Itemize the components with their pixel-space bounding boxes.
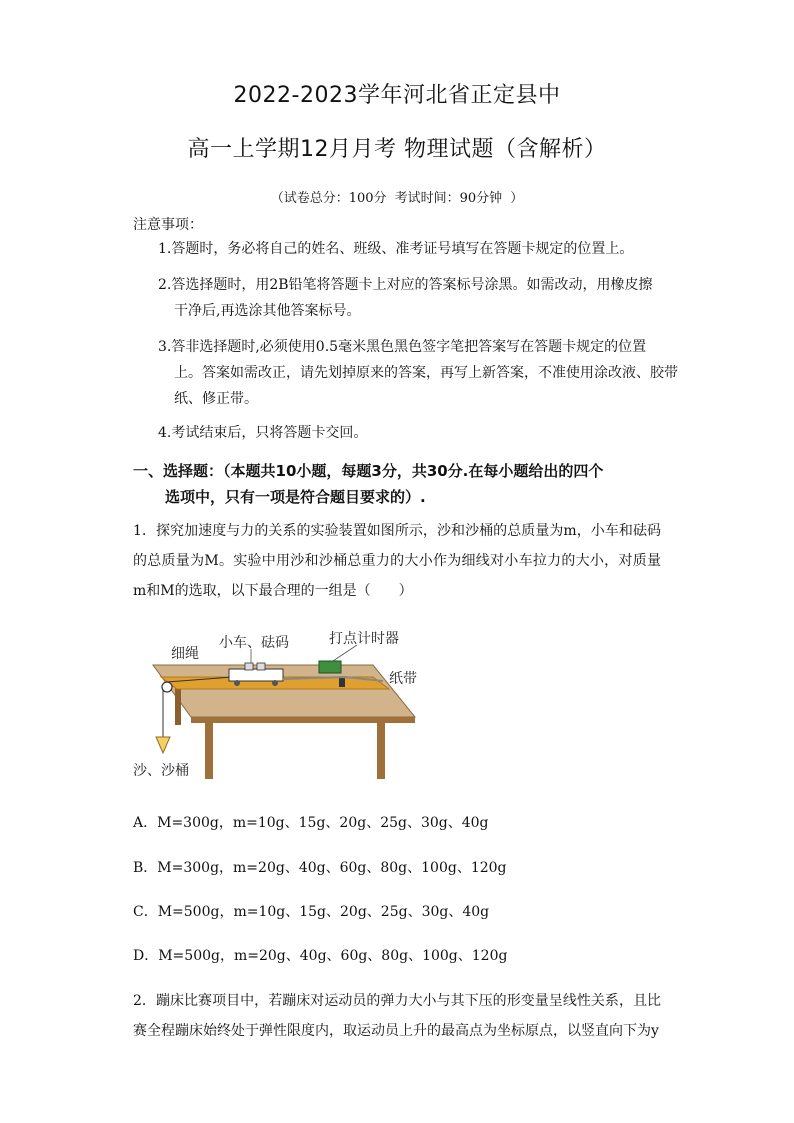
notice-item-2-text: 2.答选择题时，用2B铅笔将答题卡上对应的答案标号涂黑。如需改动，用橡皮擦	[158, 277, 653, 293]
experiment-apparatus-svg	[133, 625, 433, 785]
notice-heading: 注意事项：	[133, 217, 203, 233]
table-top	[153, 665, 415, 717]
notice-item-4	[158, 420, 678, 446]
document-title-line1: 2022-2023学年河北省正定县中	[233, 83, 561, 108]
option-c: C．M=500g，m=10g、15g、20g、25g、30g、40g	[133, 904, 490, 920]
notice-item-3	[158, 334, 678, 412]
option-d: D．M=500g，m=20g、40g、60g、80g、100g、120g	[133, 948, 508, 964]
cart-wheel-1	[234, 680, 240, 686]
table-leg-front-left	[205, 723, 213, 779]
option-a: A．M=300g，m=10g、15g、20g、25g、30g、40g	[133, 815, 489, 831]
notice-item-1-text: 1.答题时，务必将自己的姓名、班级、准考证号填写在答题卡规定的位置上。	[158, 241, 634, 257]
notice-item-3-cont: 上。答案如需改正，请先划掉原来的答案，再写上新答案，不准使用涂改液、胶带纸、修正带。	[174, 365, 678, 407]
ticker-timer	[319, 661, 341, 673]
weight-2	[257, 663, 265, 670]
section-heading-line1: 一、选择题：（本题共10小题，每题3分，共30分.在每小题给出的四个	[133, 462, 604, 480]
table-edge	[191, 717, 415, 723]
label-bucket: 沙、沙桶	[133, 763, 189, 779]
table-leg-back-left	[175, 685, 181, 725]
sand-bucket	[156, 737, 170, 753]
notice-item-2-cont: 干净后,再选涂其他答案标号。	[174, 303, 361, 319]
document-title-line2: 高一上学期12月月考 物理试题（含解析）	[187, 137, 607, 162]
notice-item-2	[158, 272, 678, 324]
cart-body	[229, 669, 283, 681]
cart-wheel-2	[272, 680, 278, 686]
table-leg-front-right	[377, 723, 385, 779]
weight-1	[245, 663, 253, 670]
label-cart: 小车、砝码	[219, 635, 289, 651]
label-timer: 打点计时器	[329, 631, 399, 647]
question-1-text: 1．探究加速度与力的关系的实验装置如图所示，沙和沙桶的总质量为m，小车和砝码的总质量为M。实验中用沙和沙桶总重力的大小作为细线对小车拉力的大小，对质量m和M的选取，以下最合理的一组是（ ）	[133, 523, 661, 599]
option-b: B．M=300g，m=20g、40g、60g、80g、100g、120g	[133, 860, 507, 876]
question-2-text: 2．蹦床比赛项目中，若蹦床对运动员的弹力大小与其下压的形变量呈线性关系，且比赛全程蹦床始终处于弹性限度内，取运动员上升的最高点为坐标原点，以竖直向下为y	[133, 993, 661, 1039]
label-tape: 纸带	[389, 671, 417, 687]
exam-meta: （试卷总分：100分 考试时间：90分钟 ）	[270, 191, 524, 206]
notice-item-4-text: 4.考试结束后，只将答题卡交回。	[158, 425, 368, 441]
section-heading-line2: 选项中，只有一项是符合题目要求的）.	[165, 488, 426, 506]
notice-item-1	[158, 236, 678, 262]
notice-item-3-text: 3.答非选择题时,必须使用0.5毫米黑色黑色签字笔把答案写在答题卡规定的位置	[158, 339, 647, 355]
label-rope: 细绳	[171, 646, 199, 662]
section-heading-choice	[133, 458, 673, 510]
timer-stand	[339, 677, 345, 687]
experiment-figure	[133, 625, 433, 785]
timer-leader	[333, 645, 357, 661]
